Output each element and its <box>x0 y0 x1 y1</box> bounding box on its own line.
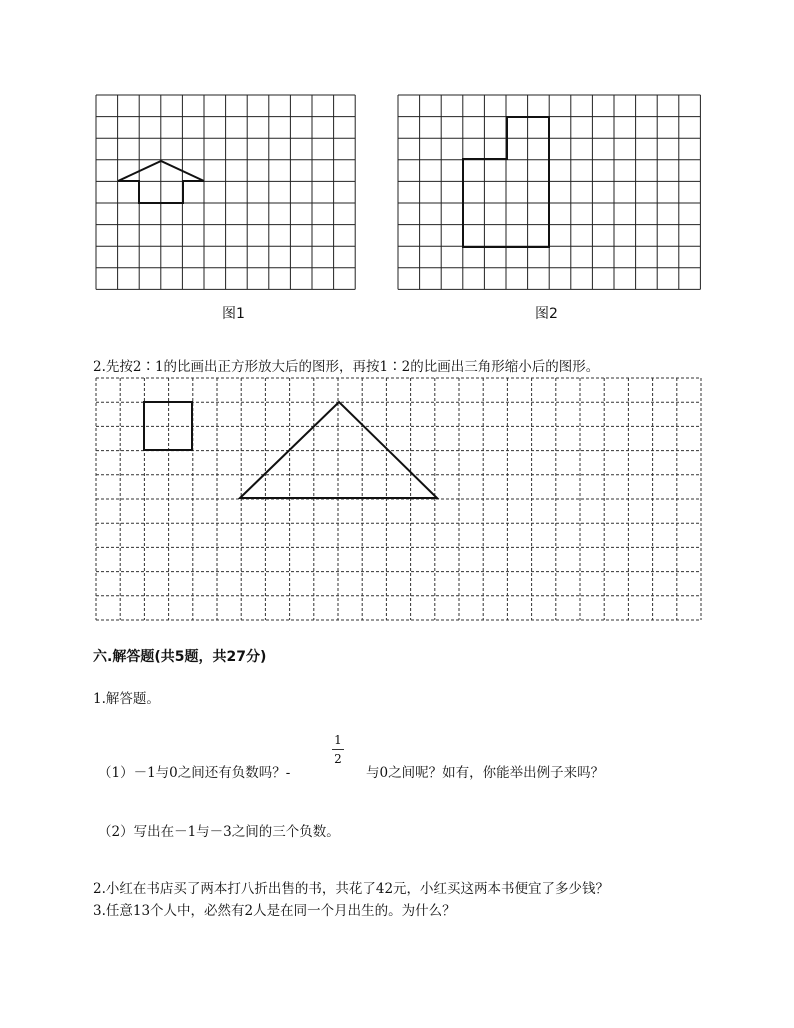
fraction-numerator: 1 <box>334 733 342 747</box>
figure-2-caption: 图2 <box>535 306 558 322</box>
question-2-text: 2.先按2∶1的比画出正方形放大后的图形，再按1∶2的比画出三角形缩小后的图形。 <box>93 359 600 375</box>
question-6-1-part1-start: （1）－1与0之间还有负数吗？- <box>98 765 291 781</box>
fraction-one-half <box>331 733 345 766</box>
question-6-1-part1-end: 与0之间呢？如有，你能举出例子来吗？ <box>366 765 605 781</box>
question-6-1-part2: （2）写出在－1与－3之间的三个负数。 <box>98 824 340 840</box>
figure-1-caption: 图1 <box>222 306 245 322</box>
fraction-denominator: 2 <box>334 752 342 766</box>
fraction-bar <box>332 749 344 750</box>
section-6-heading: 六.解答题(共5题，共27分) <box>93 649 267 665</box>
question-6-3: 3.任意13个人中，必然有2人是在同一个月出生的。为什么？ <box>93 903 456 919</box>
question-6-1-title: 1.解答题。 <box>93 691 160 707</box>
question-6-2: 2.小红在书店买了两本打八折出售的书，共花了42元，小红买这两本书便宜了多少钱？ <box>93 881 610 897</box>
